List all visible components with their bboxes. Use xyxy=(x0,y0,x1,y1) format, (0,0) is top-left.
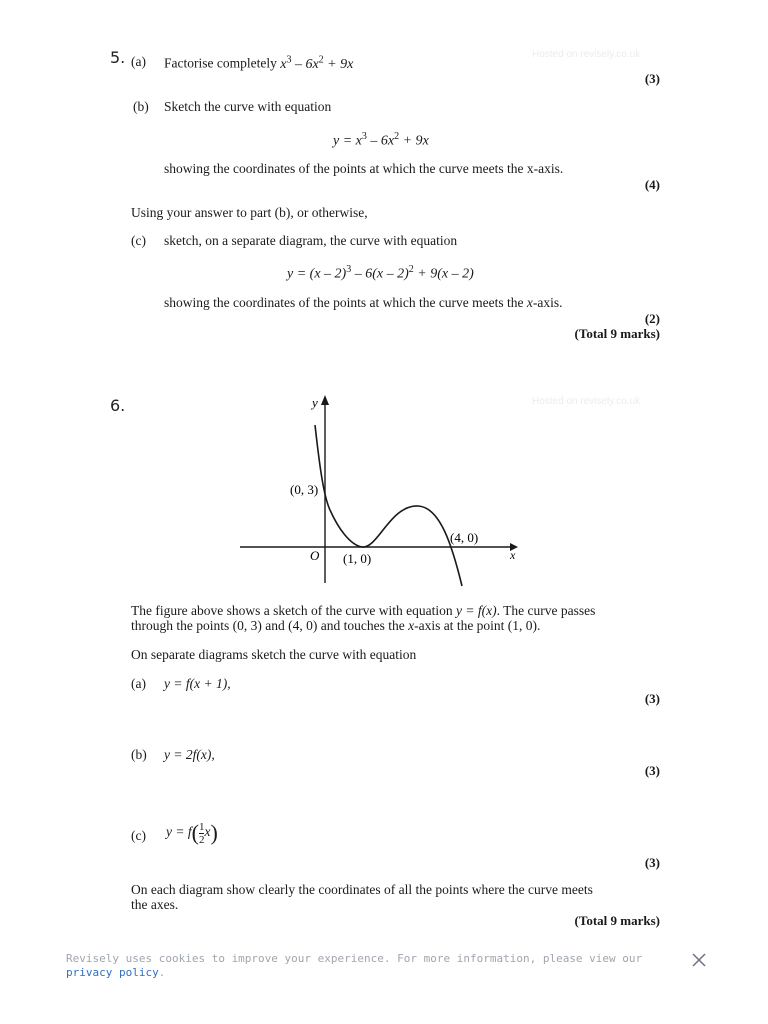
cookie-banner xyxy=(0,948,768,980)
description-text: through the points (0, 3) and (4, 0) and touches the x-axis at the point (1, 0). xyxy=(131,618,541,633)
curve xyxy=(315,425,462,586)
watermark: Hosted on revisely.co.uk xyxy=(532,396,641,407)
description-text: The figure above shows a sketch of the curve with equation y = f(x). The curve passes xyxy=(131,603,596,618)
y-axis-label: y xyxy=(312,395,318,410)
close-icon[interactable] xyxy=(690,951,708,969)
part-c-text: sketch, on a separate diagram, the curve with equation xyxy=(164,233,458,248)
part-label: (c) xyxy=(131,233,146,248)
instruction-text: Using your answer to part (b), or otherwise, xyxy=(131,205,368,220)
part-label: (b) xyxy=(131,747,147,762)
part-c-text: showing the coordinates of the points at which the curve meets the x-axis. xyxy=(164,295,563,310)
part-b-equation: y = 2f(x), xyxy=(164,747,215,762)
point-label: (0, 3) xyxy=(290,482,319,497)
marks: (4) xyxy=(644,177,660,192)
part-label: (a) xyxy=(131,54,146,69)
y-axis-arrow xyxy=(321,395,329,405)
final-instruction: On each diagram show clearly the coordinates of all the points where the curve meets xyxy=(131,882,593,897)
x-axis-label: x xyxy=(510,548,516,562)
marks: (3) xyxy=(644,691,660,706)
instruction-text: On separate diagrams sketch the curve with equation xyxy=(131,647,417,662)
point-label: (4, 0) xyxy=(450,530,479,545)
question-number: 5. xyxy=(110,48,126,67)
watermark: Hosted on revisely.co.uk xyxy=(532,49,641,60)
total-marks: (Total 9 marks) xyxy=(574,326,660,341)
final-instruction: the axes. xyxy=(131,897,179,912)
question-number: 6. xyxy=(110,396,126,415)
marks: (2) xyxy=(644,311,660,326)
part-c-equation: y = f( $\frac{1}{2}$ x) xyxy=(166,820,218,846)
part-b-text: Sketch the curve with equation xyxy=(164,99,332,114)
marks: (3) xyxy=(644,71,660,86)
part-b-text: showing the coordinates of the points at which the curve meets the x-axis. xyxy=(164,161,564,176)
marks: (3) xyxy=(644,763,660,778)
equation: $y = x^3 - 6x^2 + 9x$ xyxy=(333,131,429,149)
part-label: (c) xyxy=(131,828,146,843)
part-label: (b) xyxy=(133,99,149,114)
privacy-policy-link[interactable]: privacy policy xyxy=(66,966,159,979)
part-a-text: Factorise completely $x^3 - 6x^2 + 9x$ xyxy=(164,54,354,72)
origin-label: O xyxy=(310,548,320,563)
point-label: (1, 0) xyxy=(343,551,372,566)
cookie-banner-text: Revisely uses cookies to improve your experience. For more information, please view our privacy policy. xyxy=(66,952,643,979)
total-marks: (Total 9 marks) xyxy=(574,913,660,928)
part-label: (a) xyxy=(131,676,146,691)
marks: (3) xyxy=(644,855,660,870)
part-a-equation: y = f(x + 1), xyxy=(164,676,231,691)
equation: y = (x – 2)$^3$ – 6(x – 2)$^2$ + 9(x – 2) xyxy=(287,264,474,282)
